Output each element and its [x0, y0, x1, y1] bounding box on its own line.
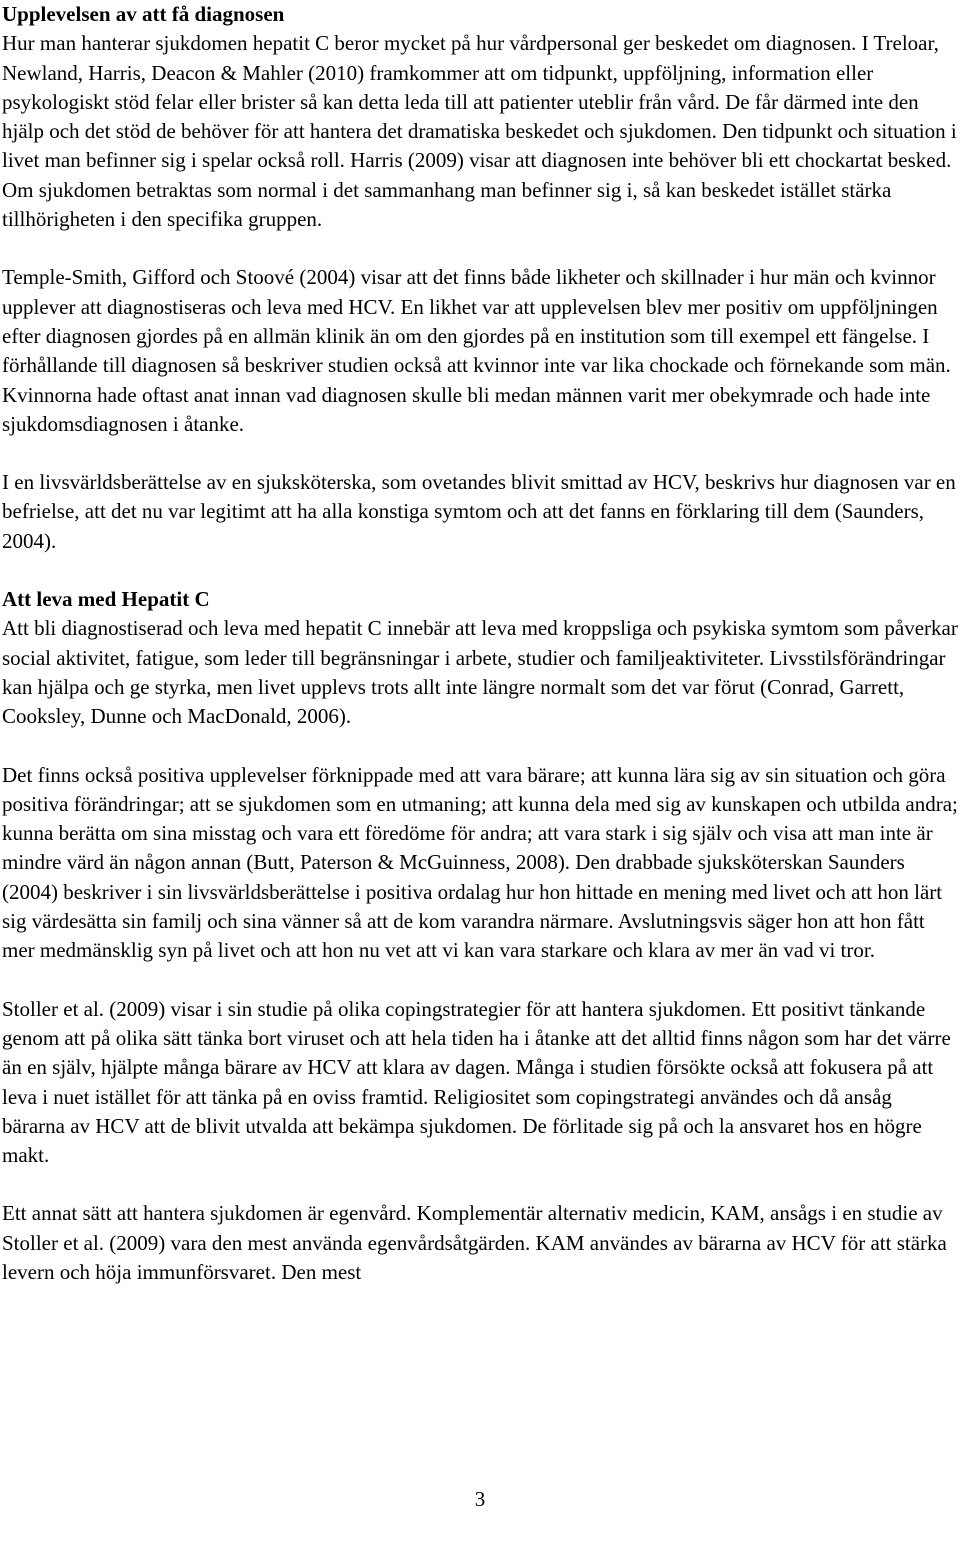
paragraph: Ett annat sätt att hantera sjukdomen är egenvård. Komplementär alternativ medicin, KAM, ansågs i en studie av Stoller et al. (2009) vara den mest använda egenvårdsåtgärden. KAM användes av bärarna av HCV för att stärka levern och höja immunförsvaret. Den mest: [2, 1201, 947, 1284]
paragraph: Temple-Smith, Gifford och Stoové (2004) visar att det finns både likheter och skillnader i hur män och kvinnor upplever att diagnostiseras och leva med HCV. En likhet var att upplevelsen blev mer positiv om uppföljningen efter diagnosen gjordes på en allmän klinik än om den gjordes på en institution som till exempel ett fängelse. I förhållande till diagnosen så beskriver studien också att kvinnor inte var lika chockade och förnekande som män. Kvinnorna hade oftast anat innan vad diagnosen skulle bli medan männen varit mer obekymrade och hade inte sjukdomsdiagnosen i åtanke.: [2, 265, 951, 436]
section-heading: Upplevelsen av att få diagnosen: [2, 2, 285, 26]
paragraph: Att bli diagnostiserad och leva med hepatit C innebär att leva med kroppsliga och psykiska symtom som påverkar social aktivitet, fatigue, som leder till begränsningar i arbete, studier och familjeaktiviteter. Livsstilsförändringar kan hjälpa och ge styrka, men livet upplevs trots allt inte längre normalt som det var förut (Conrad, Garrett, Cooksley, Dunne och MacDonald, 2006).: [2, 616, 958, 729]
paragraph: Det finns också positiva upplevelser förknippade med att vara bärare; att kunna lära sig av sin situation och göra positiva förändringar; att se sjukdomen som en utmaning; att kunna dela med sig av kunskapen och utbilda andra; kunna berätta om sina misstag och vara ett föredöme för andra; att vara stark i sig själv och visa att man inte är mindre värd än någon annan (Butt, Paterson & McGuinness, 2008). Den drabbade sjuksköterskan Saunders (2004) beskriver i sin livsvärldsberättelse i positiva ordalag hur hon hittade en mening med livet och att hon lärt sig värdesätta sin familj och sina vänner så att de kom varandra närmare. Avslutningsvis säger hon att hon fått mer medmänsklig syn på livet och att hon nu vet att vi kan vara starkare och klara av mer än vad vi tror.: [2, 762, 958, 963]
paragraph: Stoller et al. (2009) visar i sin studie på olika copingstrategier för att hantera sjukdomen. Ett positivt tänkande genom att på olika sätt tänka bort viruset och att hela tiden ha i åtanke att det alltid finns någon som har det värre än en själv, hjälpte många bärare av HCV att klara av dagen. Många i studien försökte också att fokusera på att leva i nuet istället för att tänka på en oviss framtid. Religiositet som copingstrategi användes och då ansåg bärarna av HCV att de blivit utvalda att bekämpa sjukdomen. De förlitade sig på och la ansvaret hos en högre makt.: [2, 996, 951, 1168]
page-number: 3: [474, 1487, 486, 1511]
paragraph: I en livsvärldsberättelse av en sjuksköterska, som ovetandes blivit smittad av HCV, beskrivs hur diagnosen var en befrielse, att det nu var legitimt att ha alla konstiga symtom och att det fanns en förklaring till dem (Saunders, 2004).: [2, 470, 956, 553]
section-heading: Att leva med Hepatit C: [2, 587, 210, 612]
section-diagnosis: [2, 0, 960, 556]
paragraph: Hur man hanterar sjukdomen hepatit C beror mycket på hur vårdpersonal ger beskedet om diagnosen. I Treloar, Newland, Harris, Deacon & Mahler (2010) framkommer att om tidpunkt, uppföljning, information eller psykologiskt stöd felar eller brister så kan detta leda till att patienter uteblir från vård. De får därmed inte den hjälp och det stöd de behöver för att hantera det dramatiska beskedet och sjukdomen. Den tidpunkt och situation i livet man befinner sig i spelar också roll. Harris (2009) visar att diagnosen inte behöver bli ett chockartat besked. Om sjukdomen betraktas som normal i det sammanhang man befinner sig i, så kan beskedet istället stärka tillhörigheten i den specifika gruppen.: [2, 31, 957, 232]
section-living-with-hepatitis-c: [2, 585, 960, 1287]
